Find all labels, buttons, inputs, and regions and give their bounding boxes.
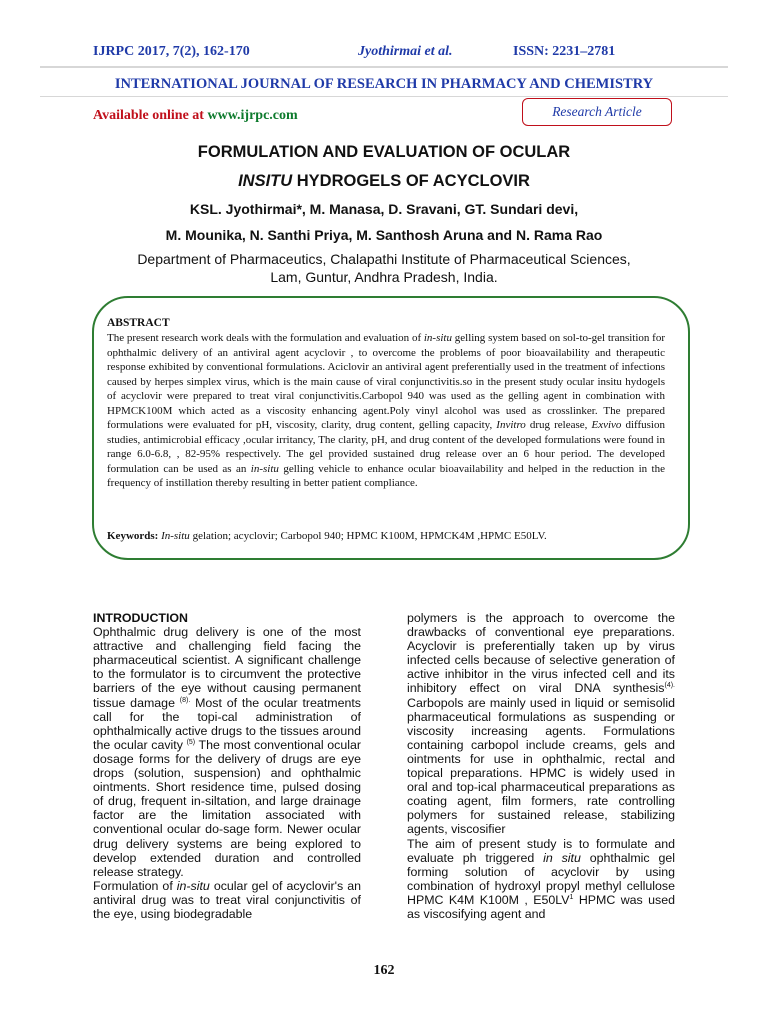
affiliation [94,250,674,286]
available-label: Available online at [93,108,204,123]
paper-title-line-1: FORMULATION AND EVALUATION OF OCULAR [197,143,571,161]
affiliation-line-2: Lam, Guntur, Andhra Pradesh, India. [270,269,498,285]
paper-title-line-2 [0,172,768,191]
affiliation-line-1: Department of Pharmaceutics, Chalapathi Institute of Pharmaceutical Sciences, [137,251,631,267]
running-header [93,44,693,62]
body-column-left [93,611,361,921]
keywords: Keywords: In-situ gelation; acyclovir; Carbopol 940; HPMC K100M, HPMCK4M ,HPMC E50LV. [107,530,547,542]
authors-line-1: KSL. Jyothirmai*, M. Manasa, D. Sravani, GT. Sundari devi, [189,201,579,217]
intro-paragraph-3: polymers is the approach to overcome the drawbacks of conventional eye preparations. Acyclovir is preferentially taken up by virus infected cells because of selective generation of active inhibitor in the virus infected cell and its inhibitory effect on viral DNA synthesis$^{(4).}$ Carbopols are mainly used in liquid or semisolid pharmaceutical formulations as suspending or viscosity increasing agents. Formulations containing carbopol include creams, gels and ointments for use in ophthalmic, rectal and topical preparations. HPMC is widely used in oral and top-ical pharmaceutical preparations as coating agent, film formers, rate controlling polymers for sustained release, stabilizing agents, viscosifier [407,611,675,837]
website-link[interactable]: www.ijrpc.com [207,108,298,123]
issn: ISSN: 2231–2781 [513,44,616,59]
citation: IJRPC 2017, 7(2), 162-170 [93,44,250,59]
header-divider-top [40,66,728,68]
article-type-badge: Research Article [522,98,672,126]
section-heading-introduction: INTRODUCTION [93,611,188,625]
title-italic-word: INSITU [238,172,293,190]
keywords-label: Keywords: [107,530,159,542]
intro-paragraph-2: Formulation of in-situ ocular gel of acyclovir's an antiviral drug was to treat viral conjunctivitis of the eye, using biodegradable [93,878,361,921]
journal-title: INTERNATIONAL JOURNAL OF RESEARCH IN PHARMACY AND CHEMISTRY [114,76,654,92]
intro-paragraph-1: Ophthalmic drug delivery is one of the most attractive and challenging field facing the pharmaceutical scientist. A significant challenge to the formulator is to circumvent the protective barriers of the eye without causing permanent tissue damage $^{(8).}$ Most of the ocular treatments call for the topi-cal administration of ophthalmically active drugs to the tissues around the ocular cavity $^{(5)}$ The most conventional ocular dosage forms for the delivery of drugs are eye drops (solution, suspension) and ophthalmic ointments. Short residence time, pulsed dosing of drug, frequent in-siltation, and large drainage factor are the limitation associated with conventional ocular do-sage form. Newer ocular drug delivery systems are being explored to develop extended duration and controlled release strategy. [93,625,361,879]
page-number: 162 [373,963,395,978]
header-divider-bottom [40,96,728,97]
abstract-heading: ABSTRACT [107,317,170,329]
intro-paragraph-4: The aim of present study is to formulate and evaluate ph triggered in situ ophthalmic gel forming solution of acyclovir by using combination of hydroxyl propyl methyl cellulose HPMC K4M K100M , $E50LV^1$ HPMC was used as viscosifying agent and [407,836,676,921]
body-column-right [407,611,675,921]
title-rest: HYDROGELS OF ACYCLOVIR [292,172,530,190]
abstract-body: The present research work deals with the formulation and evaluation of in-situ gelling system based on sol-to-gel transition for ophthalmic delivery of an antiviral agent acyclovir , to overcome the problems of poor bioavailability and therapeutic response exhibited by conventional formulations. Aciclovir an antiviral agent preferentially used in the treatment of infections caused by herpes simplex virus, which is the main cause of viral conjunctivitis.so in the present study ocular insitu hydogels of acyclovir were prepared to treat viral conjunctivitis.Carbopol 940 was used as the gelling agent in combination with HPMCK100M which acted as a viscosity enhancing agent.Poly vinyl alcohol was used as crosslinker. The prepared formulations were evaluated for pH, viscosity, clarity, drug content, gelling capacity, Invitro drug release, Exvivo diffusion studies, antimicrobial efficacy ,ocular irritancy, The clarity, pH, and drug content of the developed formulations were found in range 6.0-6.8, , 82-95% respectively. The gel provided sustained drug release over an 6 hour period. The developed formulation can be used as an in-situ gelling vehicle to enhance ocular bioavailability and helped in the reduction in the frequency of instillation thereby resulting in better patient compliance. [107,332,666,489]
authors-line-2: M. Mounika, N. Santhi Priya, M. Santhosh Aruna and N. Rama Rao [165,227,603,243]
availability-line [93,108,298,124]
running-author: Jyothirmai et al. [358,44,453,59]
